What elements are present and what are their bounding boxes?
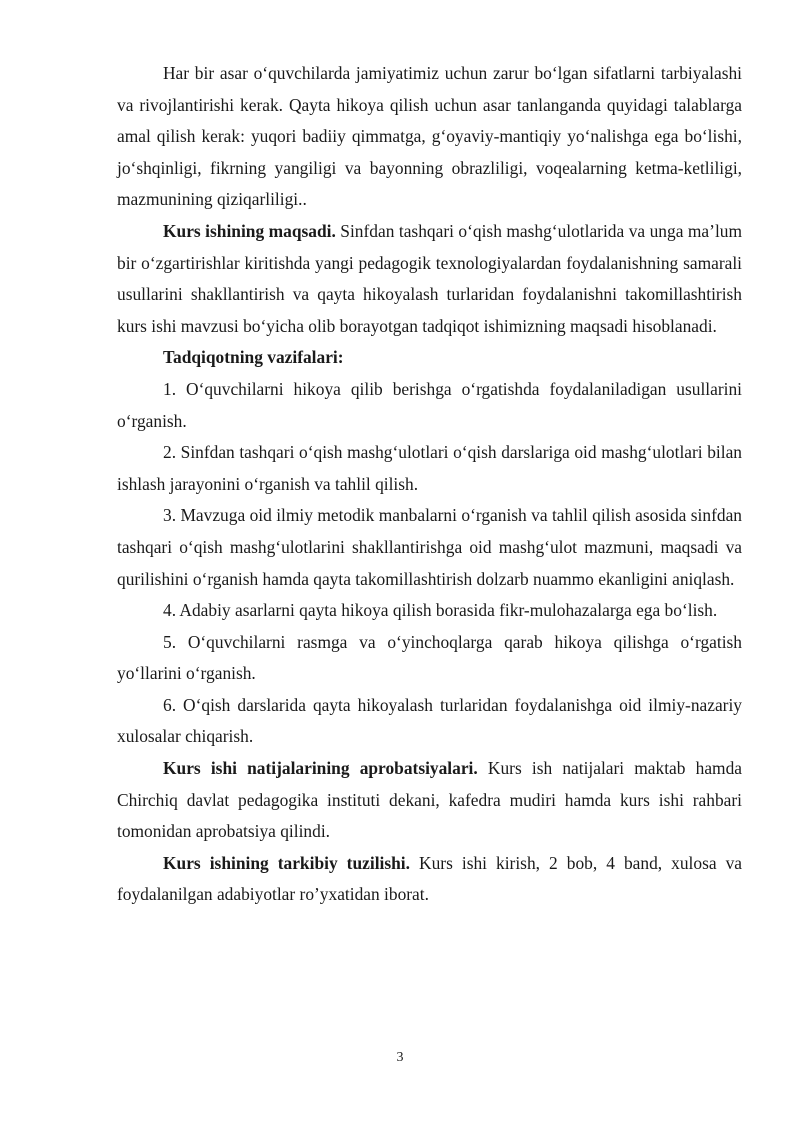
page-number: 3 (396, 1050, 404, 1065)
goal-text: Sinfdan tashqari o‘qish mashg‘ulotlarida va unga ma’lum bir o‘zgartirishlar kiritishda yangi pedagogik texnologiyalardan foydalanishning samarali usullarini shakllantirish va qayta hikoyalash turlaridan foydalanishni takomillashtirish kurs ishi mavzusi bo‘yicha olib borayotgan tadqiqot ishimizning maqsadi hisoblanadi. (117, 220, 742, 336)
approbation-heading: Kurs ishi natijalarining aprobatsiyalari. (163, 758, 478, 779)
task-item-3: 3. Mavzuga oid ilmiy metodik manbalarni o‘rganish va tahlil qilish asosida sinfdan tashqari o‘qish mashg‘ulotlarini shakllantirishga oid mashg‘ulot mazmuni, maqsadi va qurilishini o‘rganish hamda qayta takomillashtirish dolzarb nuammo ekanligini aniqlash. (117, 505, 742, 589)
structure-paragraph (117, 848, 742, 911)
structure-text: Kurs ishi kirish, 2 bob, 4 band, xulosa va foydalanilgan adabiyotlar ro’yxatidan iborat. (117, 852, 743, 905)
structure-heading: Kurs ishining tarkibiy tuzilishi. (163, 852, 410, 873)
goal-heading: Kurs ishining maqsadi. (163, 220, 336, 241)
task-item-2: 2. Sinfdan tashqari o‘qish mashg‘ulotlari o‘qish darslariga oid mashg‘ulotlari bilan ishlash jarayonini o‘rganish va tahlil qilish. (117, 442, 742, 494)
task-item-6: 6. O‘qish darslarida qayta hikoyalash turlaridan foydalanishga oid ilmiy-nazariy xulosalar chiqarish. (117, 694, 742, 747)
document-body (117, 58, 742, 911)
task-item-1: 1. O‘quvchilarni hikoya qilib berishga o‘rgatishda foydalaniladigan usullarini o‘rganish. (117, 378, 742, 431)
intro-paragraph: Har bir asar o‘quvchilarda jamiyatimiz uchun zarur bo‘lgan sifatlarni tarbiyalashi va rivojlantirishi kerak. Qayta hikoya qilish uchun asar tanlanganda quyidagi talablarga amal qilish kerak: yuqori badiiy qimmatga, g‘oyaviy-mantiqiy yo‘nalishga ega bo‘lishi, jo‘shqinligi, fikrning yangiligi va bayonning obrazliligi, voqealarning ketma-ketliligi, mazmunining qiziqarliligi.. (117, 63, 742, 210)
approbation-paragraph (117, 753, 742, 848)
goal-paragraph (117, 216, 742, 342)
tasks-heading: Tadqiqotning vazifalari: (163, 347, 344, 368)
task-item-5: 5. O‘quvchilarni rasmga va o‘yinchoqlarga qarab hikoya qilishga o‘rgatish yo‘llarini o‘rganish. (117, 631, 742, 684)
approbation-text: Kurs ish natijalari maktab hamda Chirchiq davlat pedagogika instituti dekani, kafedra mudiri hamda kurs ishi rahbari tomonidan aprobatsiya qilindi. (117, 758, 742, 842)
task-item-4: 4. Adabiy asarlarni qayta hikoya qilish borasida fikr-mulohazalarga ega bo‘lish. (163, 600, 718, 621)
